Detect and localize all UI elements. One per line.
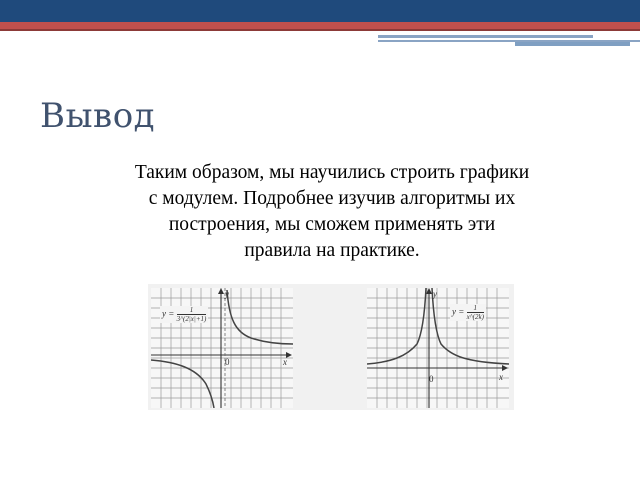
- graph-left-formula-fraction: [177, 306, 207, 323]
- graph-left-formula-lhs: y =: [162, 308, 175, 319]
- body-line-4: правила на практике.: [244, 240, 420, 261]
- body-line-1: Таким образом, мы научились строить графики: [134, 162, 530, 183]
- graph-right-y-label: y: [433, 289, 437, 299]
- graph-right-formula-fraction: [467, 304, 484, 321]
- body-line-3: построения, мы сможем применять эти: [168, 214, 496, 235]
- graph-right-formula-lhs: y =: [452, 306, 465, 317]
- graph-right-formula-numerator: 1: [467, 304, 484, 313]
- header-red-stripe-shadow: [0, 29, 640, 31]
- graph-right-origin-label: 0: [429, 374, 434, 384]
- graph-right-x-label: x: [499, 372, 503, 382]
- graph-left-formula: [160, 306, 208, 323]
- header-red-stripe: [0, 22, 640, 29]
- header-accent-line-3: [515, 42, 630, 46]
- graph-left-formula-numerator: 1: [177, 306, 207, 315]
- graphs-figure: [148, 284, 514, 410]
- graph-right-formula: [450, 304, 486, 321]
- graph-left-origin-label: 0: [225, 357, 230, 367]
- graph-left-x-label: x: [283, 357, 287, 367]
- graph-right: [367, 288, 509, 408]
- graph-left-formula-denominator: 3^(2|x|+1): [176, 315, 207, 323]
- header-accent-line-1: [378, 35, 593, 38]
- body-line-2: с модулем. Подробнее изучив алгоритмы их: [148, 188, 516, 209]
- header-band: [0, 0, 640, 22]
- slide-title: Вывод: [40, 96, 156, 136]
- graph-left-y-label: y: [225, 289, 229, 299]
- graph-right-formula-denominator: x^(2k): [466, 313, 484, 321]
- slide-body: [52, 160, 612, 264]
